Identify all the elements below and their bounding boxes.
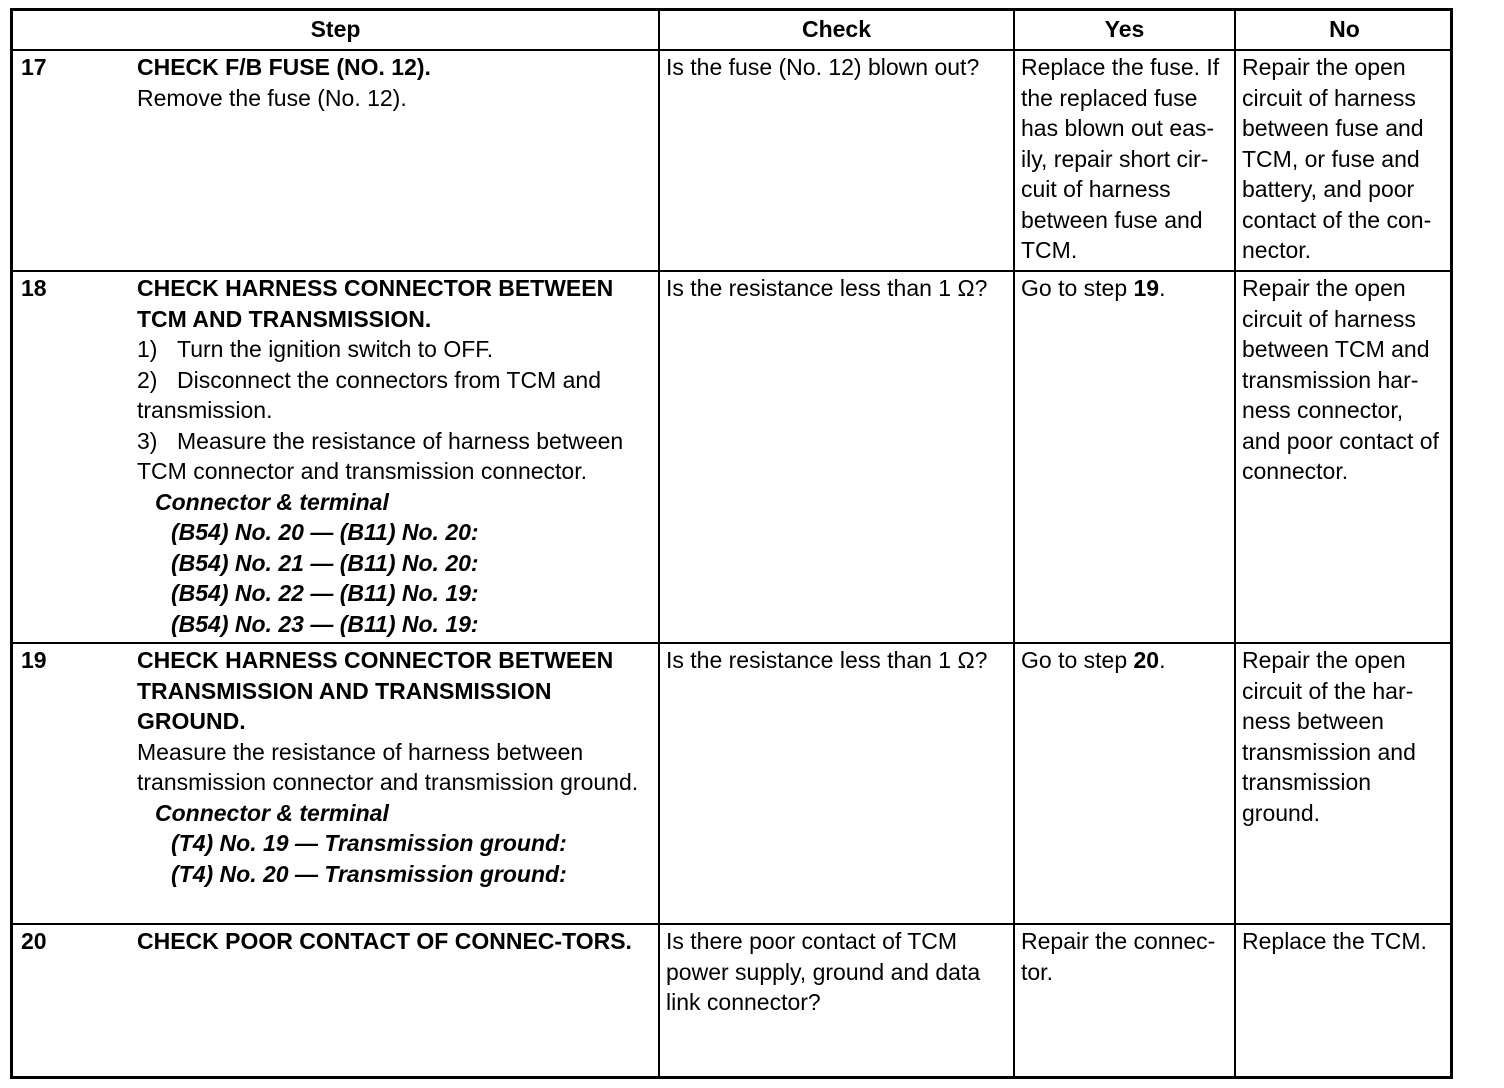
header-step: Step xyxy=(310,16,361,42)
yes-17: Replace the fuse. If the replaced fuse has blown out eas-ily, repair short cir-cuit of harness between fuse and TCM. xyxy=(1013,49,1234,270)
step-title-19: CHECK HARNESS CONNECTOR BETWEEN TRANSMISSION AND TRANSMISSION GROUND. xyxy=(137,647,614,734)
no-19: Repair the open circuit of the har-ness between transmission and transmission ground. xyxy=(1234,642,1453,923)
step-content-18 xyxy=(137,270,658,642)
step-number-17: 17 xyxy=(13,49,137,270)
step-number-19: 19 xyxy=(13,642,137,923)
goto-step-20: 20 xyxy=(1133,647,1160,673)
no-20: Replace the TCM. xyxy=(1234,923,1453,1079)
step-content-20 xyxy=(137,923,658,1079)
step-number-18: 18 xyxy=(13,270,137,642)
step-title-18: CHECK HARNESS CONNECTOR BETWEEN TCM AND TRANSMISSION. xyxy=(137,275,614,332)
yes-19: Go to step 20. xyxy=(1013,642,1234,923)
no-18: Repair the open circuit of harness between TCM and transmission har-ness connector, and poor contact of connector. xyxy=(1234,270,1453,642)
connector-terminal-item: (B54) No. 20 — (B11) No. 20: xyxy=(171,519,479,545)
step-body-17: Remove the fuse (No. 12). xyxy=(137,84,407,111)
connector-terminal-item: (B54) No. 23 — (B11) No. 19: xyxy=(171,610,479,637)
connector-terminal-heading: Connector & terminal xyxy=(155,799,389,826)
yes-18: Go to step 19. xyxy=(1013,270,1234,642)
step-content-17 xyxy=(137,49,658,270)
check-19: Is the resistance less than 1 Ω? xyxy=(658,642,1013,923)
procedure-step: 1) Turn the ignition switch to OFF. xyxy=(137,336,494,362)
check-18: Is the resistance less than 1 Ω? xyxy=(658,270,1013,642)
connector-terminal-item: (B54) No. 21 — (B11) No. 20: xyxy=(171,549,479,576)
header-yes: Yes xyxy=(1013,11,1234,49)
procedure-step: 3) Measure the resistance of harness between TCM connector and transmission connector. xyxy=(137,427,624,484)
connector-terminal-item: (B54) No. 22 — (B11) No. 19: xyxy=(171,580,479,606)
check-20: Is there poor contact of TCM power supply, ground and data link connector? xyxy=(658,923,1013,1079)
step-title-17: CHECK F/B FUSE (NO. 12). xyxy=(137,54,431,80)
header-check: Check xyxy=(658,11,1013,49)
step-title-20: CHECK POOR CONTACT OF CONNEC-TORS. xyxy=(137,928,632,954)
connector-terminal-item: (T4) No. 20 — Transmission ground: xyxy=(171,860,567,887)
header-no: No xyxy=(1234,11,1453,49)
step-number-20: 20 xyxy=(13,923,137,1079)
goto-step-19: 19 xyxy=(1133,275,1160,301)
diagnostic-table xyxy=(10,8,1453,1079)
connector-terminal-item: (T4) No. 19 — Transmission ground: xyxy=(171,830,567,856)
check-17: Is the fuse (No. 12) blown out? xyxy=(658,49,1013,270)
step-body-19: Measure the resistance of harness between transmission connector and transmission ground. xyxy=(137,738,639,795)
connector-terminal-heading: Connector & terminal xyxy=(155,488,389,515)
no-17: Repair the open circuit of harness between fuse and TCM, or fuse and battery, and poor contact of the con-nector. xyxy=(1234,49,1453,270)
procedure-step: 2) Disconnect the connectors from TCM and transmission. xyxy=(137,366,601,423)
step-content-19 xyxy=(137,642,658,923)
yes-20: Repair the connec-tor. xyxy=(1013,923,1234,1079)
